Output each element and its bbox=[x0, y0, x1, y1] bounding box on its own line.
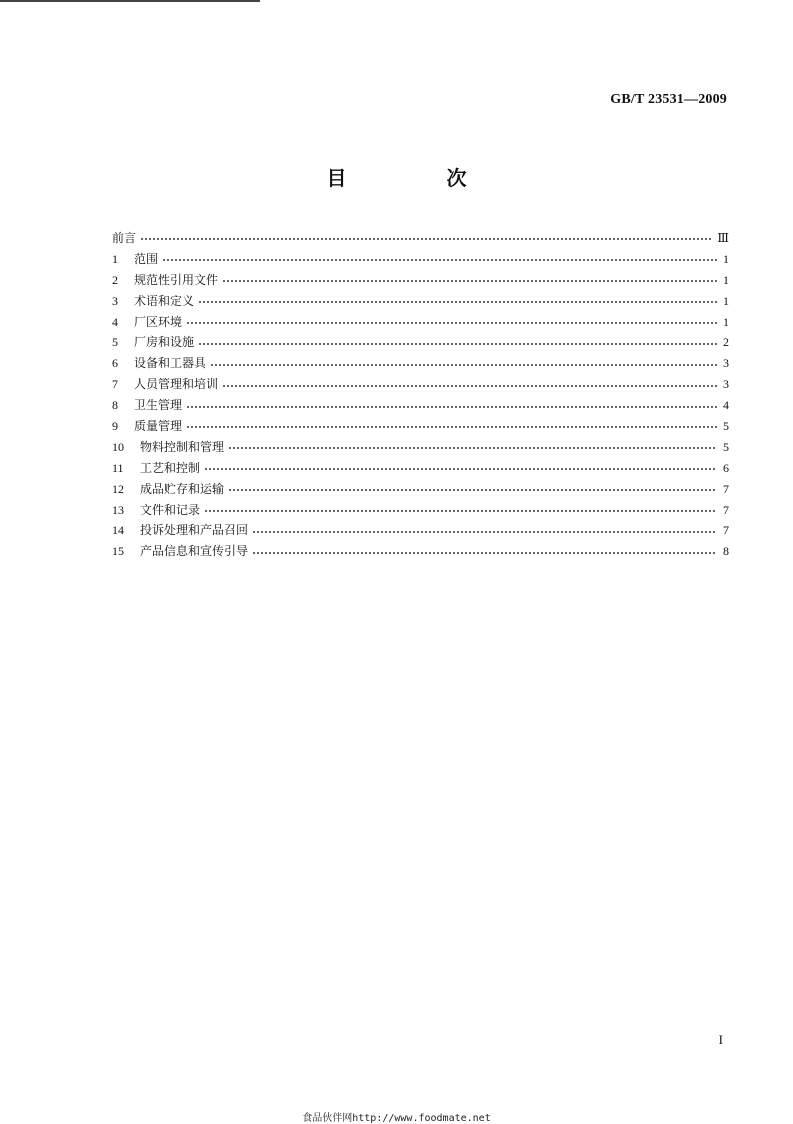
toc-entry-number: 7 bbox=[112, 377, 118, 392]
toc-dot-leader bbox=[222, 274, 717, 286]
toc-entry-number: 3 bbox=[112, 293, 118, 308]
toc-entry[interactable] bbox=[112, 249, 729, 270]
toc-entry-page: 1 bbox=[723, 293, 729, 308]
toc-entry[interactable] bbox=[112, 291, 729, 312]
toc-entry[interactable] bbox=[112, 395, 729, 416]
toc-entry-page: Ⅲ bbox=[717, 231, 729, 245]
toc-dot-leader bbox=[186, 400, 717, 412]
toc-entry[interactable] bbox=[112, 458, 729, 479]
toc-entry-label: 产品信息和宣传引导 bbox=[140, 544, 249, 559]
toc-entry-page: 7 bbox=[723, 523, 729, 538]
toc-entry-page: 1 bbox=[723, 314, 729, 329]
toc-dot-leader bbox=[198, 295, 717, 307]
toc-entry-number: 1 bbox=[112, 251, 118, 266]
toc-entry-label: 规范性引用文件 bbox=[134, 272, 219, 287]
toc-entry-number: 13 bbox=[112, 502, 124, 517]
standard-code: GB/T 23531—2009 bbox=[610, 92, 727, 107]
toc-entry[interactable] bbox=[112, 541, 729, 562]
toc-dot-leader bbox=[228, 441, 717, 453]
toc-dot-leader bbox=[140, 232, 713, 244]
toc-entry[interactable] bbox=[112, 479, 729, 500]
toc-entry-label: 工艺和控制 bbox=[140, 460, 201, 475]
toc-entry[interactable] bbox=[112, 312, 729, 333]
toc-entry[interactable] bbox=[112, 353, 729, 374]
footer-watermark: 食品伙伴网http://www.foodmate.net bbox=[302, 1113, 491, 1124]
toc-entry-page: 3 bbox=[723, 377, 729, 392]
toc-entry-label: 物料控制和管理 bbox=[140, 439, 225, 454]
toc-entry-number: 8 bbox=[112, 398, 118, 413]
toc-entry-number: 4 bbox=[112, 314, 118, 329]
toc-entry-label: 前言 bbox=[112, 231, 137, 245]
toc-entry[interactable] bbox=[112, 500, 729, 521]
toc-title: 目 次 bbox=[326, 166, 507, 190]
toc-entry[interactable] bbox=[112, 228, 729, 249]
toc-dot-leader bbox=[252, 546, 717, 558]
page-number: I bbox=[718, 1032, 723, 1047]
toc-entry-number: 12 bbox=[112, 481, 124, 496]
table-of-contents bbox=[112, 228, 729, 562]
toc-entry-page: 7 bbox=[723, 502, 729, 517]
toc-dot-leader bbox=[204, 462, 717, 474]
top-rule bbox=[0, 0, 260, 2]
toc-entry-label: 文件和记录 bbox=[140, 502, 201, 517]
toc-entry-number: 9 bbox=[112, 419, 118, 434]
toc-dot-leader bbox=[198, 337, 717, 349]
toc-entry-number: 6 bbox=[112, 356, 118, 371]
toc-entry[interactable] bbox=[112, 416, 729, 437]
toc-entry-number: 11 bbox=[112, 460, 124, 475]
toc-dot-leader bbox=[252, 525, 717, 537]
toc-entry-page: 6 bbox=[723, 460, 729, 475]
toc-entry-page: 4 bbox=[723, 398, 729, 413]
toc-entry-label: 成品贮存和运输 bbox=[140, 481, 225, 496]
toc-entry-page: 5 bbox=[723, 419, 729, 434]
toc-entry-number: 10 bbox=[112, 439, 124, 454]
toc-entry[interactable] bbox=[112, 437, 729, 458]
toc-dot-leader bbox=[186, 420, 717, 432]
toc-entry-label: 术语和定义 bbox=[134, 293, 195, 308]
toc-entry-label: 设备和工器具 bbox=[134, 356, 207, 371]
toc-entry[interactable] bbox=[112, 270, 729, 291]
toc-entry-label: 质量管理 bbox=[134, 419, 183, 434]
toc-dot-leader bbox=[186, 316, 717, 328]
toc-entry-number: 14 bbox=[112, 523, 124, 538]
toc-entry[interactable] bbox=[112, 332, 729, 353]
toc-entry-label: 投诉处理和产品召回 bbox=[140, 523, 249, 538]
toc-entry-page: 8 bbox=[723, 544, 729, 559]
toc-entry-number: 15 bbox=[112, 544, 124, 559]
toc-dot-leader bbox=[210, 358, 717, 370]
toc-entry-label: 厂房和设施 bbox=[134, 335, 195, 350]
toc-entry-page: 3 bbox=[723, 356, 729, 371]
toc-entry-page: 7 bbox=[723, 481, 729, 496]
toc-entry-label: 卫生管理 bbox=[134, 398, 183, 413]
toc-entry-number: 5 bbox=[112, 335, 118, 350]
toc-entry-label: 范围 bbox=[134, 251, 159, 266]
toc-entry-label: 厂区环境 bbox=[134, 314, 183, 329]
toc-entry-page: 2 bbox=[723, 335, 729, 350]
toc-dot-leader bbox=[222, 379, 717, 391]
toc-entry[interactable] bbox=[112, 520, 729, 541]
toc-dot-leader bbox=[204, 504, 717, 516]
toc-entry-page: 5 bbox=[723, 439, 729, 454]
toc-entry-page: 1 bbox=[723, 272, 729, 287]
toc-dot-leader bbox=[228, 483, 717, 495]
toc-dot-leader bbox=[162, 253, 717, 265]
toc-entry-page: 1 bbox=[723, 251, 729, 266]
toc-entry-number: 2 bbox=[112, 272, 118, 287]
toc-entry-label: 人员管理和培训 bbox=[134, 377, 219, 392]
toc-entry[interactable] bbox=[112, 374, 729, 395]
